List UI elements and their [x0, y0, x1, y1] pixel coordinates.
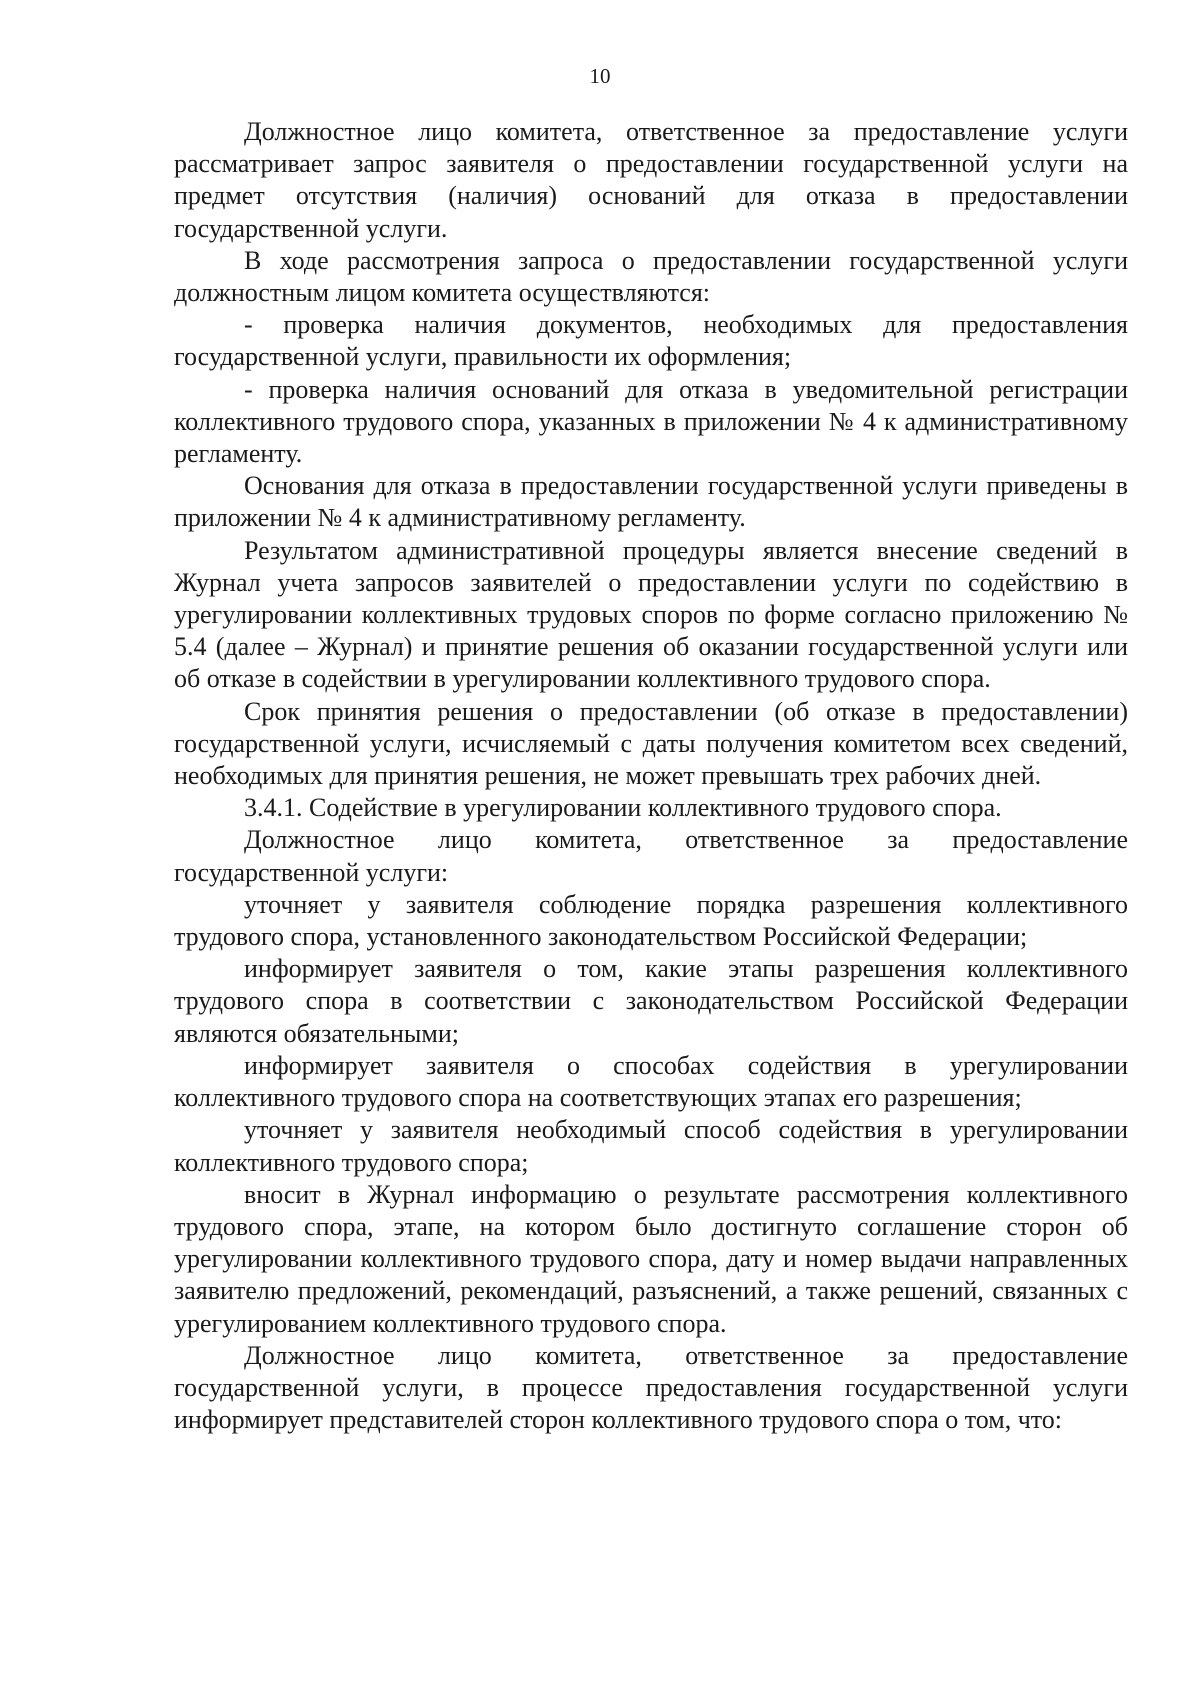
list-item: информирует заявителя о том, какие этапы разрешения коллективного трудового спора в соответствии с законодательством Российской Федерации являются обязательными; [174, 954, 1128, 1048]
paragraph: Должностное лицо комитета, ответственное за предоставление услуги рассматривает запрос заявителя о предоставлении государственной услуги на предмет отсутствия (наличия) оснований для отказа в предоставлении государственной услуги. [174, 117, 1128, 243]
list-item: уточняет у заявителя соблюдение порядка разрешения коллективного трудового спора, установленного законодательством Российской Федерации; [174, 889, 1128, 952]
list-item: вносит в Журнал информацию о результате рассмотрения коллективного трудового спора, этапе, на котором было достигнуто соглашение сторон об урегулировании коллективного трудового спора, дату и номер выдачи направленных заявителю предложений, рекомендаций, разъяснений, а также решений, связанных с урегулированием коллективного трудового спора. [174, 1179, 1128, 1338]
paragraph: Результатом административной процедуры является внесение сведений в Журнал учета запросов заявителей о предоставлении услуги по содействию в урегулировании коллективных трудовых споров по форме согласно приложению № 5.4 (далее – Журнал) и принятие решения об оказании государственной услуги или об отказе в содействии в урегулировании коллективного трудового спора. [174, 535, 1128, 694]
list-item: уточняет у заявителя необходимый способ содействия в урегулировании коллективного трудового спора; [174, 1115, 1128, 1177]
list-item: информирует заявителя о способах содействия в урегулировании коллективного трудового спора на соответствующих этапах его разрешения; [174, 1050, 1128, 1113]
paragraph: Основания для отказа в предоставлении государственной услуги приведены в приложении № 4 к административному регламенту. [174, 471, 1128, 533]
paragraph: В ходе рассмотрения запроса о предоставлении государственной услуги должностным лицом комитета осуществляются: [174, 245, 1128, 308]
list-item: - проверка наличия документов, необходимых для предоставления государственной услуги, правильности их оформления; [174, 310, 1128, 372]
paragraph: Должностное лицо комитета, ответственное за предоставление государственной услуги, в процессе предоставления государственной услуги информирует представителей сторон коллективного трудового спора о том, что: [174, 1340, 1128, 1435]
list-item: - проверка наличия оснований для отказа в уведомительной регистрации коллективного трудового спора, указанных в приложении № 4 к административному регламенту. [174, 374, 1128, 469]
page-number: 10 [589, 64, 611, 88]
paragraph: Срок принятия решения о предоставлении (об отказе в предоставлении) государственной услуги, исчисляемый с даты получения комитетом всех сведений, необходимых для принятия решения, не может превышать трех рабочих дней. [174, 696, 1128, 791]
document-body [174, 116, 1128, 1436]
section-heading: 3.4.1. Содействие в урегулировании коллективного трудового спора. [244, 793, 1002, 823]
paragraph: Должностное лицо комитета, ответственное за предоставление государственной услуги: [174, 825, 1128, 887]
